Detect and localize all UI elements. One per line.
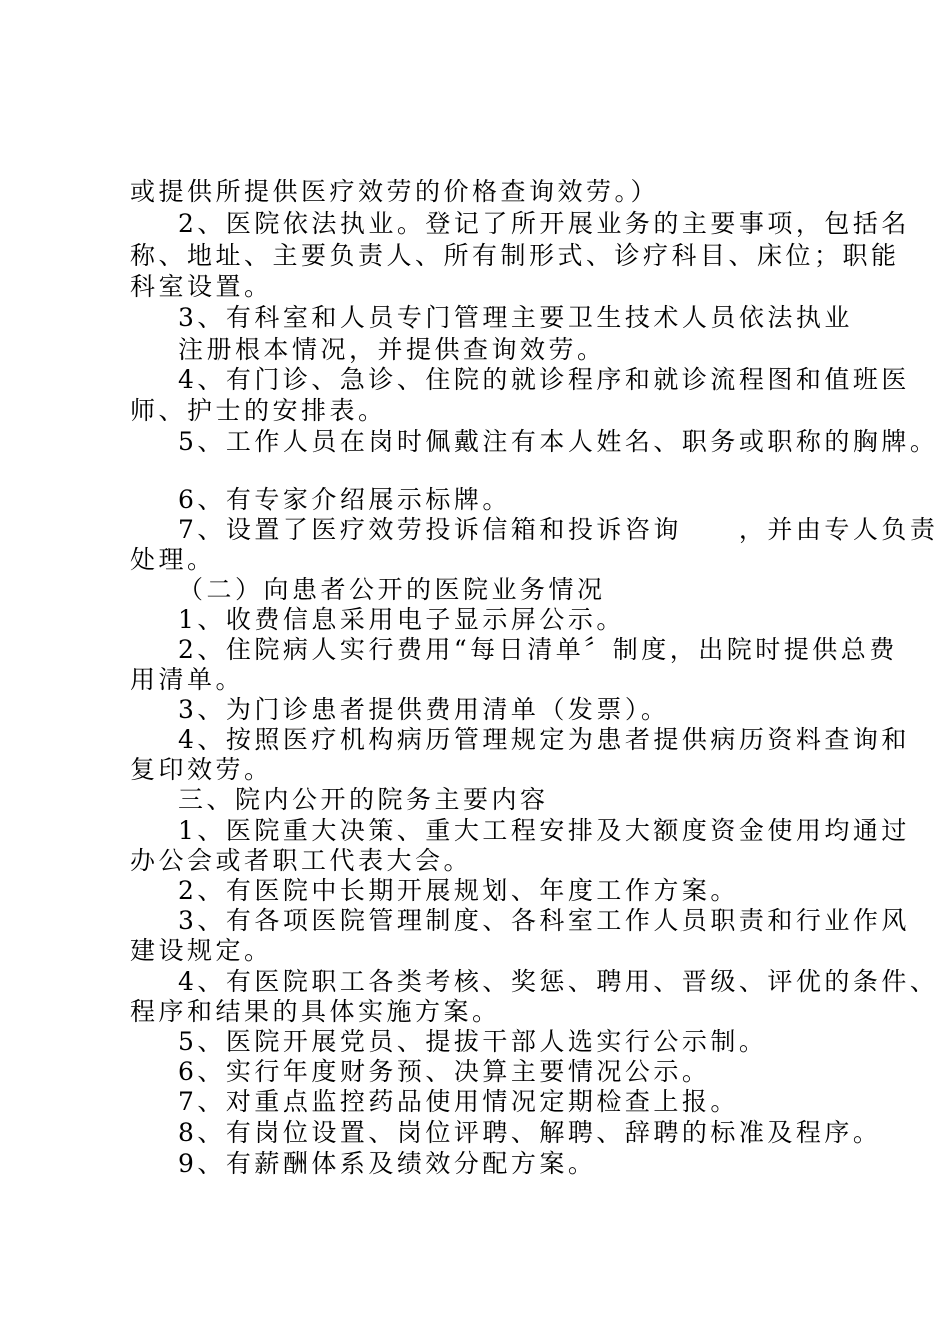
- text-line: 7、对重点监控药品使用情况定期检查上报。: [178, 1087, 739, 1116]
- text-line: 4、有医院职工各类考核、奖惩、聘用、晋级、评优的条件、: [178, 967, 939, 996]
- text-line: 程序和结果的具体实施方案。: [130, 997, 501, 1026]
- text-line: 6、有专家介绍展示标牌。: [178, 485, 511, 514]
- text-line: 建设规定。: [130, 936, 273, 965]
- text-line: 4、按照医疗机构病历管理规定为患者提供病历资料查询和: [178, 725, 910, 754]
- text-line: 5、工作人员在岗时佩戴注有本人姓名、职务或职称的胸牌。: [178, 427, 939, 456]
- text-line: 1、医院重大决策、重大工程安排及大额度资金使用均通过: [178, 816, 910, 845]
- section-heading: （二）向患者公开的医院业务情况: [178, 575, 606, 604]
- text-line: 办公会或者职工代表大会。: [130, 846, 473, 875]
- text-line: 或提供所提供医疗效劳的价格查询效劳。）: [130, 177, 660, 206]
- text-line: 2、有医院中长期开展规划、年度工作方案。: [178, 876, 739, 905]
- text-line: 复印效劳。: [130, 755, 273, 784]
- text-line: 称、地址、主要负责人、所有制形式、诊疗科目、床位；职能: [130, 241, 900, 270]
- text-line: 2、住院病人实行费用“每日清单〞制度，出院时提供总费: [178, 635, 898, 664]
- text-line: 9、有薪酬体系及绩效分配方案。: [178, 1149, 597, 1178]
- text-line: 4、有门诊、急诊、住院的就诊程序和就诊流程图和值班医: [178, 365, 910, 394]
- text-line: 1、收费信息采用电子显示屏公示。: [178, 605, 625, 634]
- text-line: 处理。: [130, 545, 216, 574]
- text-line: 科室设置。: [130, 272, 273, 301]
- text-line: 师、护士的安排表。: [130, 396, 387, 425]
- text-line: 3、为门诊患者提供费用清单（发票）。: [178, 695, 670, 724]
- text-line: 3、有科室和人员专门管理主要卫生技术人员依法执业: [178, 303, 853, 332]
- text-line: 3、有各项医院管理制度、各科室工作人员职责和行业作风: [178, 906, 910, 935]
- text-line: 注册根本情况，并提供查询效劳。: [178, 335, 606, 364]
- text-line: 5、医院开展党员、提拔干部人选实行公示制。: [178, 1027, 768, 1056]
- text-line: 7、设置了医疗效劳投诉信箱和投诉咨询 ，并由专人负责: [178, 515, 939, 544]
- text-line: 8、有岗位设置、岗位评聘、解聘、辞聘的标准及程序。: [178, 1118, 882, 1147]
- text-line: 6、实行年度财务预、决算主要情况公示。: [178, 1057, 711, 1086]
- section-heading: 三、院内公开的院务主要内容: [178, 785, 549, 814]
- text-line: 2、医院依法执业。登记了所开展业务的主要事项，包括名: [178, 209, 910, 238]
- text-line: 用清单。: [130, 665, 245, 694]
